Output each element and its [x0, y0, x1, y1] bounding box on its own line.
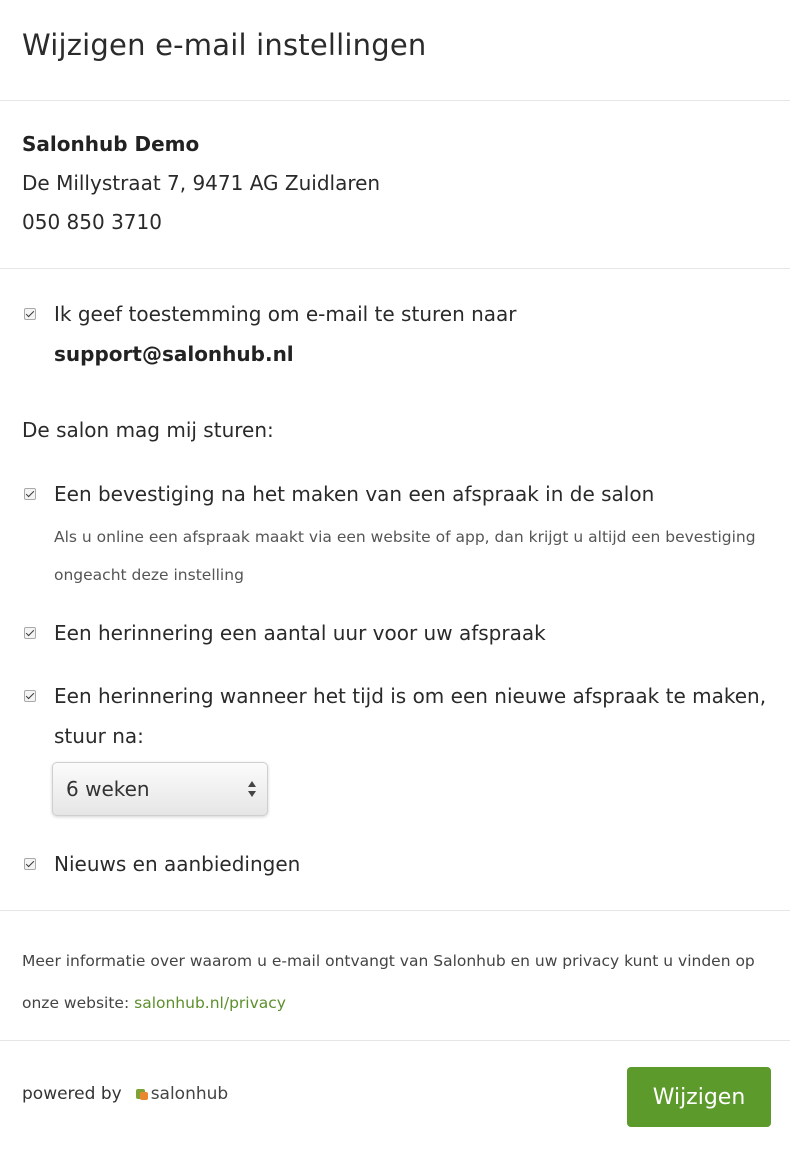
select-value: 6 weken [66, 777, 150, 801]
divider [0, 100, 790, 101]
news-checkbox[interactable] [24, 858, 36, 870]
salon-phone: 050 850 3710 [22, 210, 162, 234]
consent-text: Ik geef toestemming om e-mail te sturen naar [54, 302, 517, 326]
submit-button[interactable]: Wijzigen [627, 1067, 771, 1127]
privacy-info [22, 940, 772, 1024]
divider [0, 910, 790, 911]
salon-address: De Millystraat 7, 9471 AG Zuidlaren [22, 171, 381, 195]
consent-checkbox[interactable] [24, 308, 36, 320]
confirmation-label: Een bevestiging na het maken van een afspraak in de salon [54, 482, 655, 506]
reminder-label: Een herinnering een aantal uur voor uw afspraak [54, 621, 546, 645]
rebook-label: Een herinnering wanneer het tijd is om een nieuwe afspraak te maken, stuur na: [54, 684, 767, 748]
reminder-checkbox[interactable] [24, 627, 36, 639]
page-title: Wijzigen e-mail instellingen [22, 28, 427, 62]
divider [0, 1040, 790, 1041]
divider [0, 268, 790, 269]
updown-arrows-icon [247, 778, 257, 800]
consent-email: support@salonhub.nl [54, 342, 294, 366]
privacy-link[interactable]: salonhub.nl/privacy [134, 994, 286, 1012]
confirmation-hint: Als u online een afspraak maakt via een website of app, dan krijgt u altijd een bevestiging ongeacht deze instelling [54, 528, 756, 584]
powered-by [22, 1084, 228, 1104]
powered-by-text: powered by [22, 1084, 122, 1104]
rebook-interval-select[interactable] [52, 762, 268, 816]
salonhub-logo-icon [136, 1088, 148, 1100]
news-label: Nieuws en aanbiedingen [54, 852, 301, 876]
rebook-checkbox[interactable] [24, 690, 36, 702]
brand-name: salonhub [150, 1084, 229, 1104]
salon-name: Salonhub Demo [22, 132, 200, 156]
privacy-text: Meer informatie over waarom u e-mail ontvangt van Salonhub en uw privacy kunt u vinden op onze website: [22, 952, 755, 1012]
consent-label [54, 294, 754, 374]
preferences-heading: De salon mag mij sturen: [22, 418, 274, 442]
confirmation-checkbox[interactable] [24, 488, 36, 500]
